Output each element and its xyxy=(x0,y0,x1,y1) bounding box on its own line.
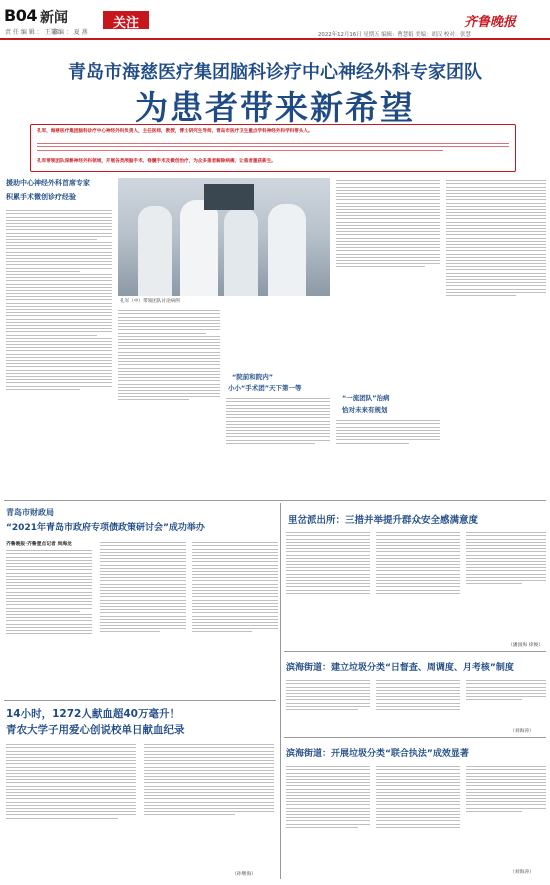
article2-col-1 xyxy=(6,548,92,636)
article5-col-3 xyxy=(466,678,546,703)
article5-footer: （刘海涛） xyxy=(510,729,534,734)
article3-col-2 xyxy=(376,530,460,596)
article6-col-3 xyxy=(466,764,546,814)
mid-col-b-text xyxy=(226,396,330,446)
section-divider-3 xyxy=(284,651,546,652)
left-section-sub: 积累手术微创诊疗经验 xyxy=(6,193,76,201)
article2-col-2 xyxy=(100,540,186,635)
photo-monitor xyxy=(204,184,254,210)
photo-caption: 孔军（中）带领团队讨论病例 xyxy=(120,299,180,304)
section-divider-2 xyxy=(4,700,276,701)
column-divider xyxy=(280,503,281,879)
article2-col-3 xyxy=(192,540,278,635)
right-col-b-text xyxy=(446,178,546,298)
column-tag-label: 关注 xyxy=(113,16,140,31)
article2-byline: 齐鲁晚报·齐鲁壹点记者 尚海龙 xyxy=(6,542,72,547)
team-photo xyxy=(118,178,330,296)
article5-col-2 xyxy=(376,678,460,712)
photo-figure-3 xyxy=(224,208,258,296)
lead-intro-2: 孔军带领团队深耕神经外科领域，开展各类颅脑手术、脊髓手术及微创治疗，为众多患者解除病痛，让患者重获新生。 xyxy=(37,159,276,164)
article6-col-1 xyxy=(286,764,370,830)
lead-headline: 为患者带来新希望 xyxy=(135,88,415,127)
mid-subhead-1: “院前和院内” xyxy=(232,373,274,381)
issue-date: 2022年12月16日 星期五 编辑：曹慧娟 美编：胡汉 校对：张慧 xyxy=(318,32,471,38)
lead-kicker: 青岛市海慈医疗集团脑科诊疗中心神经外科专家团队 xyxy=(68,62,482,83)
article2-kicker: 青岛市财政局 xyxy=(6,508,54,517)
editor-line-2: 美 编 ： 夏 燕 xyxy=(50,29,88,36)
mid-subhead-4: 恰对未来有规划 xyxy=(342,406,388,414)
section-divider-1 xyxy=(4,500,546,501)
newspaper-logo: 齐鲁晚报 xyxy=(464,15,517,30)
section-divider-4 xyxy=(284,737,546,738)
article3-footer: （潘国海 徐俊） xyxy=(508,643,544,648)
page-number: B04 xyxy=(4,6,37,25)
right-col-a2-text xyxy=(336,418,440,446)
photo-figure-4 xyxy=(268,204,306,296)
mid-subhead-3: “一流团队”治病 xyxy=(342,394,390,402)
article4-headline: 青农大学子用爱心创说校单日献血纪录 xyxy=(6,724,185,736)
section-name: 新闻 xyxy=(40,10,68,26)
column-tag xyxy=(103,11,149,29)
lead-intro-lines xyxy=(37,141,509,153)
article4-footer: （孙继海） xyxy=(232,872,256,877)
article4-col-2 xyxy=(144,742,274,818)
mid-subhead-2: 小小“手术团”天下第一等 xyxy=(228,384,302,392)
header-rule xyxy=(0,38,550,40)
photo-figure-2 xyxy=(180,200,218,296)
left-col-text xyxy=(6,208,112,392)
page-header xyxy=(0,0,550,40)
lead-intro-box xyxy=(30,124,516,172)
article4-col-1 xyxy=(6,742,136,821)
article6-footer: （刘海涛） xyxy=(510,870,534,875)
right-col-a-text xyxy=(336,178,440,269)
article4-kicker: 14小时，1272人献血超40万毫升！ xyxy=(6,708,180,720)
photo-figure-1 xyxy=(138,206,172,296)
editor-line: 责 任 编 辑 ： 王 鑫 xyxy=(5,29,59,36)
article5-headline: 滨海街道：建立垃圾分类“日督查、周调度、月考核”制度 xyxy=(286,663,514,673)
article6-headline: 滨海街道：开展垃圾分类“联合执法”成效显著 xyxy=(286,749,469,759)
article6-col-2 xyxy=(376,764,460,830)
article2-headline: “2021年青岛市政府专项债政策研讨会”成功举办 xyxy=(6,523,205,533)
article3-col-3 xyxy=(466,530,546,586)
lead-intro-1: 孔军，海慈医疗集团脑科诊疗中心神经外科负责人，主任医师，教授，博士研究生导师，青岛市医疗卫生重点学科神经外科学科带头人。 xyxy=(37,129,313,134)
mid-col-a-text xyxy=(118,308,220,403)
article3-col-1 xyxy=(286,530,370,596)
article3-headline: 里岔派出所：三措并举提升群众安全感满意度 xyxy=(288,515,479,526)
article5-col-1 xyxy=(286,678,370,712)
left-section-title: 援助中心神经外科首席专家 xyxy=(6,179,90,187)
